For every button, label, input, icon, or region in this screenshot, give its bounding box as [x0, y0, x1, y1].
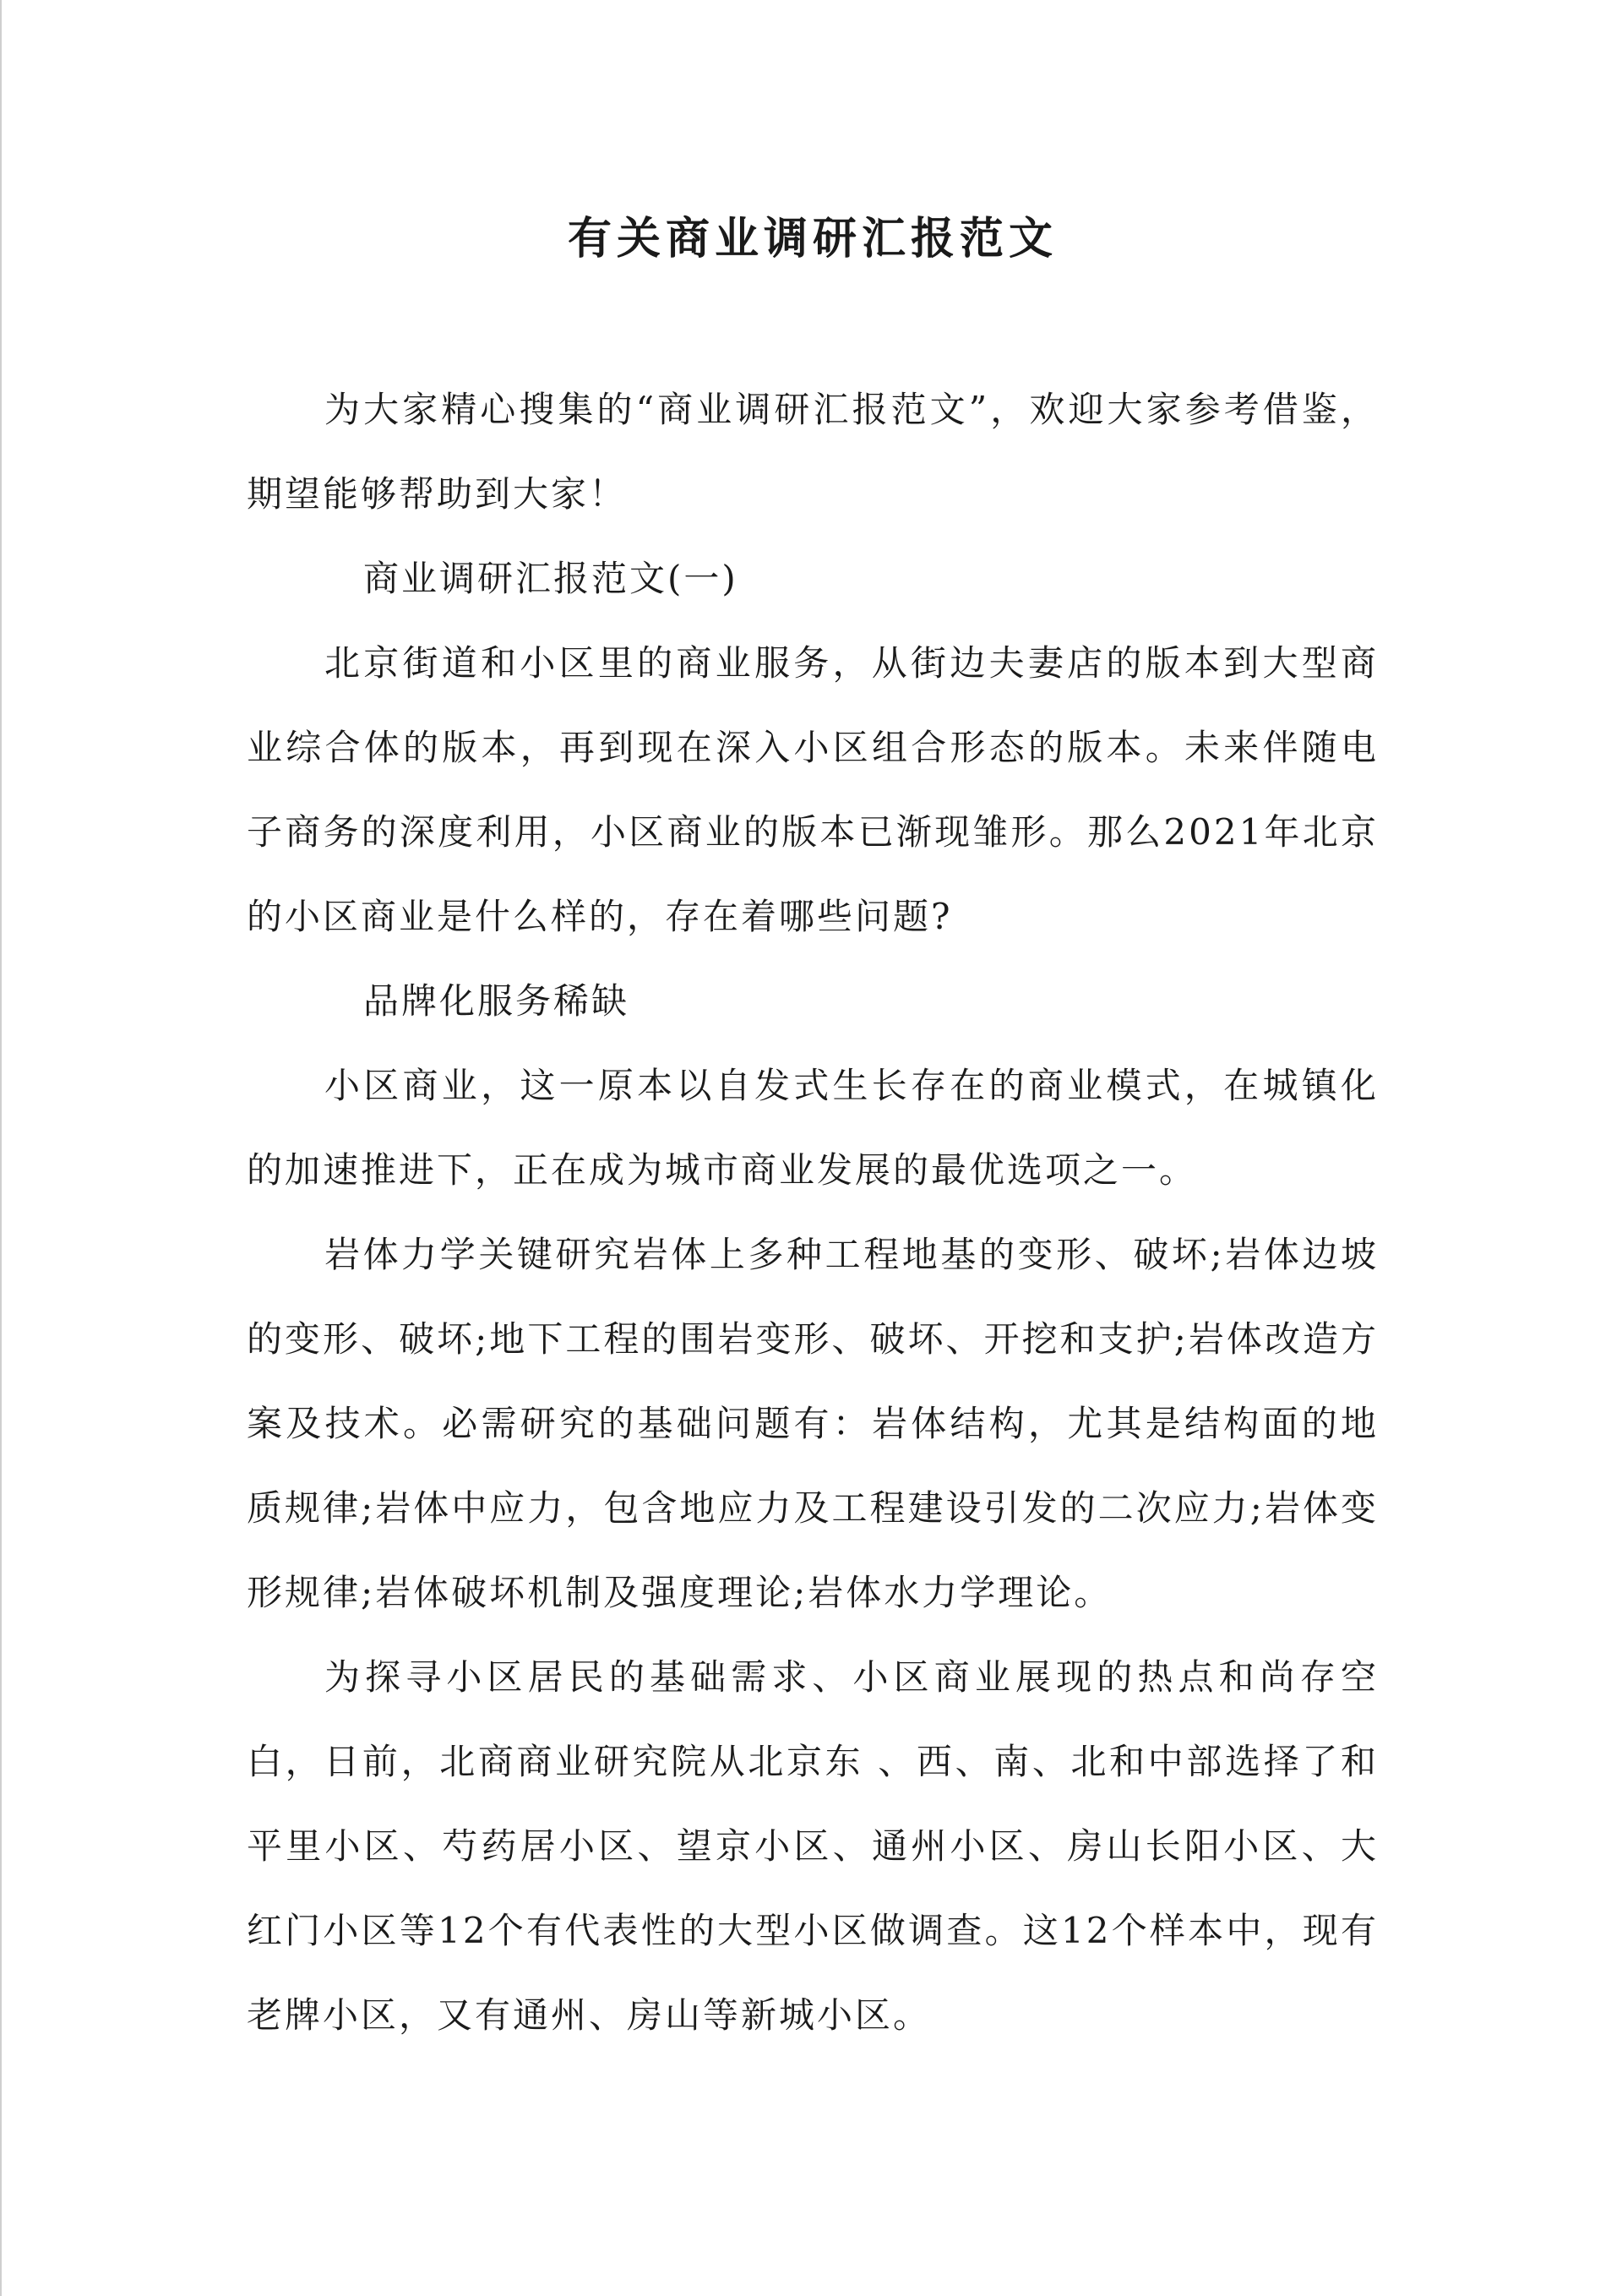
- body-paragraph: 小区商业，这一原本以自发式生长存在的商业模式，在城镇化的加速推进下，正在成为城市商业发展的最优选项之一。: [247, 1065, 1379, 1191]
- body-paragraph: 岩体力学关键研究岩体上多种工程地基的变形、破坏;岩体边坡的变形、破坏;地下工程的围岩变形、破坏、开挖和支护;岩体改造方案及技术。必需研究的基础问题有：岩体结构，尤其是结构面的地质规律;岩体中应力，包含地应力及工程建设引发的二次应力;岩体变形规律;岩体破坏机制及强度理论;岩体水力学理论。: [247, 1234, 1379, 1613]
- body-paragraph: 北京街道和小区里的商业服务，从街边夫妻店的版本到大型商业综合体的版本，再到现在深入小区组合形态的版本。未来伴随电子商务的深度利用，小区商业的版本已渐现雏形。那么2021年北京的小区商业是什么样的，存在着哪些问题?: [247, 642, 1379, 937]
- document-title: 有关商业调研汇报范文: [567, 213, 1058, 265]
- body-paragraph: 为探寻小区居民的基础需求、小区商业展现的热点和尚存空白，日前，北商商业研究院从北京东 、西、南、北和中部选择了和平里小区、芍药居小区、望京小区、通州小区、房山长阳小区、大红门小区等12个有代表性的大型小区做调查。这12个样本中，现有老牌小区，又有通州、房山等新城小区。: [247, 1656, 1379, 2036]
- intro-paragraph: 为大家精心搜集的“商业调研汇报范文”，欢迎大家参考借鉴，期望能够帮助到大家！: [247, 389, 1379, 515]
- subsection-heading: 品牌化服务稀缺: [363, 980, 630, 1022]
- section-heading: 商业调研汇报范文(一): [363, 558, 738, 599]
